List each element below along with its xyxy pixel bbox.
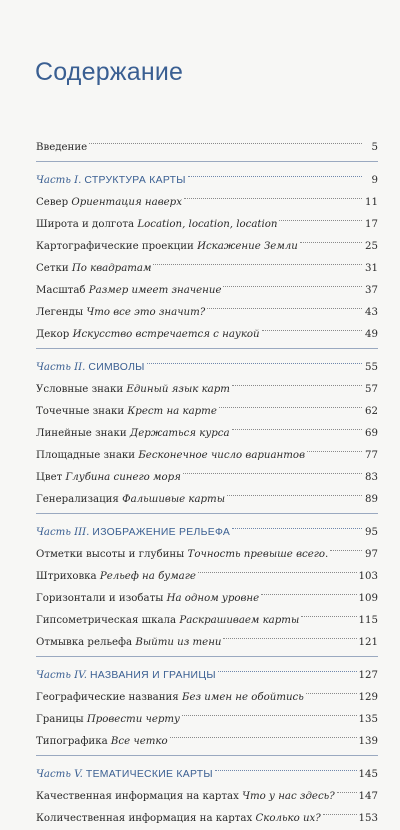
part-number: Часть IV. bbox=[36, 670, 87, 681]
part-title: СИМВОЛЫ bbox=[88, 362, 145, 373]
toc-entry-intro[interactable] bbox=[36, 128, 378, 153]
toc-page-number: 103 bbox=[358, 571, 378, 582]
chapter-topic: Гипсометрическая шкала bbox=[36, 615, 177, 626]
toc-page-number: 25 bbox=[365, 241, 378, 252]
chapter-topic: Линейные знаки bbox=[36, 428, 127, 439]
toc-part-section bbox=[36, 513, 378, 648]
toc-page-number: 135 bbox=[358, 714, 378, 725]
chapter-topic: Типографика bbox=[36, 736, 108, 747]
chapter-topic: Широта и долгота bbox=[36, 219, 135, 230]
chapter-topic: Сетки bbox=[36, 263, 69, 274]
toc-parts bbox=[36, 161, 378, 824]
chapter-subtitle: Размер имеет значение bbox=[88, 285, 222, 296]
chapter-subtitle: Держаться курса bbox=[129, 428, 230, 439]
toc-page-number: 49 bbox=[365, 329, 378, 340]
toc-part-heading[interactable] bbox=[36, 348, 378, 373]
dot-leader bbox=[232, 370, 362, 392]
chapter-subtitle: Фальшивые карты bbox=[122, 494, 226, 505]
dot-leader bbox=[182, 700, 357, 722]
chapter-topic: Цвет bbox=[36, 472, 63, 483]
chapter-topic: Север bbox=[36, 197, 69, 208]
dot-leader bbox=[207, 293, 362, 315]
toc-page-number: 109 bbox=[358, 593, 378, 604]
dot-leader bbox=[261, 579, 356, 601]
toc-page-number: 31 bbox=[365, 263, 378, 274]
dot-leader bbox=[307, 436, 362, 458]
dot-leader bbox=[306, 678, 357, 700]
chapter-subtitle: Рельеф на бумаге bbox=[99, 571, 196, 582]
toc-part-heading[interactable] bbox=[36, 513, 378, 538]
toc-entry-label: Введение bbox=[36, 142, 88, 153]
dot-leader bbox=[219, 392, 362, 414]
toc-page-number: 129 bbox=[358, 692, 378, 703]
chapter-subtitle: Сколько их? bbox=[255, 813, 321, 824]
chapter-topic: Масштаб bbox=[36, 285, 86, 296]
toc-page-number: 83 bbox=[365, 472, 378, 483]
toc-page-number: 147 bbox=[358, 791, 378, 802]
chapter-topic: Штриховка bbox=[36, 571, 97, 582]
chapter-subtitle: Выйти из тени bbox=[135, 637, 222, 648]
toc-page-number: 115 bbox=[358, 615, 378, 626]
toc-page-number: 97 bbox=[365, 549, 378, 560]
toc-part-heading[interactable] bbox=[36, 656, 378, 681]
chapter-topic: Площадные знаки bbox=[36, 450, 136, 461]
toc-part-heading[interactable] bbox=[36, 755, 378, 780]
toc-page-number: 69 bbox=[365, 428, 378, 439]
dot-leader bbox=[223, 623, 356, 645]
toc-part-section bbox=[36, 161, 378, 340]
chapter-topic: Точечные знаки bbox=[36, 406, 125, 417]
dot-leader bbox=[198, 557, 357, 579]
chapter-subtitle: По квадратам bbox=[71, 263, 152, 274]
chapter-subtitle: Глубина синего моря bbox=[65, 472, 181, 483]
toc-part-heading[interactable] bbox=[36, 161, 378, 186]
chapter-subtitle: Location, location, location bbox=[137, 219, 278, 230]
chapter-subtitle: Искажение Земли bbox=[197, 241, 298, 252]
toc-page-number: 77 bbox=[365, 450, 378, 461]
chapter-topic: Географические названия bbox=[36, 692, 179, 703]
dot-leader bbox=[301, 601, 356, 623]
chapter-topic: Качественная информация на картах bbox=[36, 791, 239, 802]
dot-leader bbox=[300, 227, 362, 249]
dot-leader bbox=[323, 799, 357, 821]
toc-page-number: 55 bbox=[365, 362, 378, 373]
chapter-topic: Картографические проекции bbox=[36, 241, 194, 252]
toc-page-number: 127 bbox=[358, 670, 378, 681]
toc-page-number: 89 bbox=[365, 494, 378, 505]
dot-leader bbox=[184, 183, 362, 205]
toc-page-number: 145 bbox=[358, 769, 378, 780]
toc-page-number: 153 bbox=[358, 813, 378, 824]
chapter-topic: Количественная информация на картах bbox=[36, 813, 253, 824]
dot-leader bbox=[170, 722, 357, 744]
chapter-subtitle: Что все это значит? bbox=[86, 307, 206, 318]
chapter-subtitle: Все четко bbox=[110, 736, 168, 747]
chapter-subtitle: Единый язык карт bbox=[126, 384, 230, 395]
dot-leader bbox=[262, 315, 362, 337]
chapter-subtitle: Точность превыше всего. bbox=[187, 549, 329, 560]
chapter-subtitle: Бесконечное число вариантов bbox=[138, 450, 305, 461]
dot-leader bbox=[153, 249, 362, 271]
chapter-topic: Горизонтали и изобаты bbox=[36, 593, 164, 604]
chapter-subtitle: Без имен не обойтись bbox=[182, 692, 304, 703]
toc-page-number: 5 bbox=[371, 142, 378, 153]
dot-leader bbox=[147, 348, 362, 370]
part-title: ИЗОБРАЖЕНИЕ РЕЛЬЕФА bbox=[92, 527, 231, 538]
dot-leader bbox=[279, 205, 362, 227]
part-number: Часть I. bbox=[36, 175, 82, 186]
chapter-subtitle: Что у нас здесь? bbox=[242, 791, 335, 802]
chapter-subtitle: Раскрашиваем карты bbox=[179, 615, 300, 626]
chapter-topic: Легенды bbox=[36, 307, 84, 318]
part-title: ТЕМАТИЧЕСКИЕ КАРТЫ bbox=[85, 769, 213, 780]
dot-leader bbox=[330, 535, 362, 557]
page-title: Содержание bbox=[35, 58, 184, 86]
part-number: Часть V. bbox=[36, 769, 83, 780]
toc-part-section bbox=[36, 348, 378, 505]
chapter-topic: Генерализация bbox=[36, 494, 119, 505]
table-of-contents bbox=[36, 128, 378, 824]
part-title: НАЗВАНИЯ И ГРАНИЦЫ bbox=[89, 670, 216, 681]
toc-page-number: 62 bbox=[365, 406, 378, 417]
dot-leader bbox=[232, 513, 362, 535]
dot-leader bbox=[223, 271, 362, 293]
toc-page-number: 11 bbox=[365, 197, 378, 208]
toc-part-section bbox=[36, 656, 378, 747]
chapter-topic: Условные знаки bbox=[36, 384, 124, 395]
chapter-topic: Декор bbox=[36, 329, 70, 340]
toc-page-number: 57 bbox=[365, 384, 378, 395]
chapter-subtitle: Ориентация наверх bbox=[71, 197, 182, 208]
toc-page-number: 37 bbox=[365, 285, 378, 296]
dot-leader bbox=[188, 161, 362, 183]
part-title: СТРУКТУРА КАРТЫ bbox=[84, 175, 186, 186]
chapter-subtitle: Искусство встречается с наукой bbox=[72, 329, 260, 340]
dot-leader bbox=[337, 777, 357, 799]
chapter-topic: Отметки высоты и глубины bbox=[36, 549, 185, 560]
toc-page-number: 17 bbox=[365, 219, 378, 230]
toc-part-section bbox=[36, 755, 378, 824]
chapter-subtitle: Провести черту bbox=[86, 714, 180, 725]
toc-page-number: 139 bbox=[358, 736, 378, 747]
chapter-subtitle: На одном уровне bbox=[166, 593, 260, 604]
chapter-subtitle: Крест на карте bbox=[127, 406, 217, 417]
dot-leader bbox=[227, 480, 362, 502]
chapter-topic: Отмывка рельефа bbox=[36, 637, 133, 648]
toc-page-number: 43 bbox=[365, 307, 378, 318]
toc-page-number: 121 bbox=[358, 637, 378, 648]
dot-leader bbox=[215, 755, 357, 777]
toc-page-number: 9 bbox=[371, 175, 378, 186]
dot-leader bbox=[218, 656, 357, 678]
part-number: Часть III. bbox=[36, 527, 90, 538]
dot-leader bbox=[89, 128, 362, 150]
dot-leader bbox=[183, 458, 362, 480]
chapter-topic: Границы bbox=[36, 714, 84, 725]
part-number: Часть II. bbox=[36, 362, 86, 373]
toc-page-number: 95 bbox=[365, 527, 378, 538]
dot-leader bbox=[232, 414, 362, 436]
